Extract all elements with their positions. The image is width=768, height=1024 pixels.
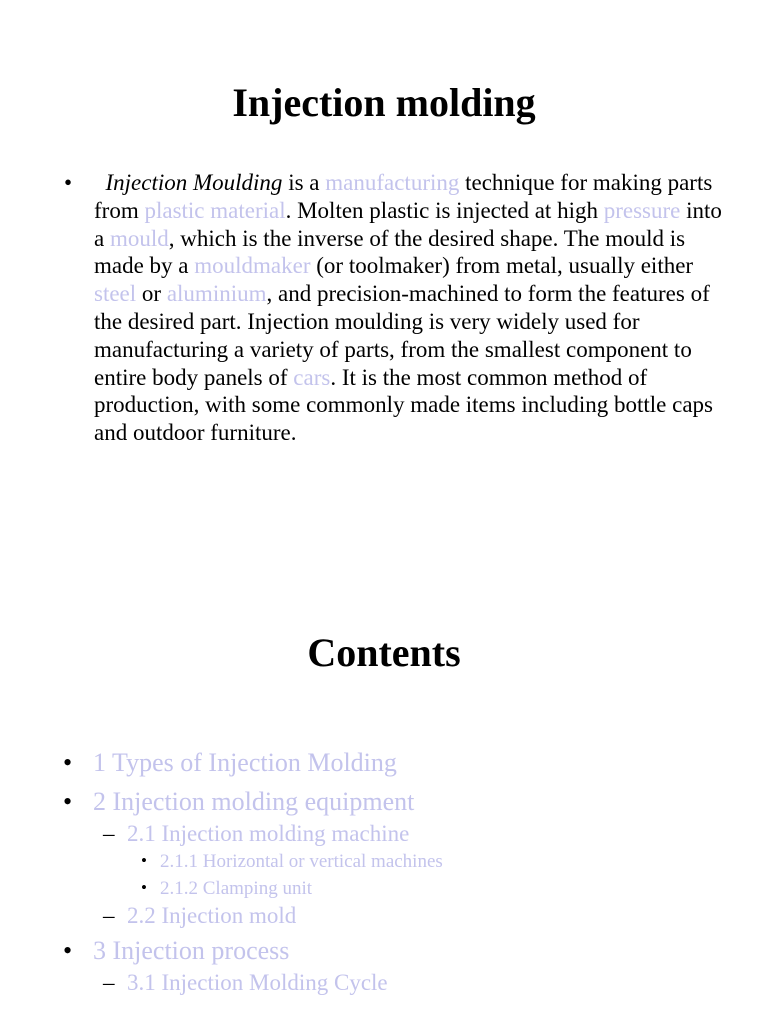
toc-marker: • <box>141 878 147 897</box>
toc-marker: • <box>63 936 73 965</box>
bullet-marker: • <box>64 170 73 195</box>
toc-link[interactable]: 2.1 Injection molding machine <box>127 821 410 846</box>
paragraph-text: is a <box>282 170 326 195</box>
link-mouldmaker[interactable]: mouldmaker <box>194 253 311 279</box>
toc-item[interactable] <box>0 877 768 905</box>
paragraph-text: . Molten plastic is injected at high <box>285 197 604 223</box>
toc-item[interactable] <box>0 969 768 1000</box>
toc-link[interactable]: 3.1 Injection Molding Cycle <box>127 970 388 995</box>
slide-title-contents: Contents <box>307 630 461 675</box>
toc-item[interactable] <box>0 820 768 851</box>
toc-marker: • <box>63 787 73 816</box>
paragraph-text: or <box>136 281 167 307</box>
toc-item[interactable] <box>0 745 768 784</box>
intro-paragraph <box>94 169 724 447</box>
link-manufacturing[interactable]: manufacturing <box>325 170 460 195</box>
toc-item[interactable] <box>0 850 768 878</box>
link-mould[interactable]: mould <box>109 225 169 251</box>
toc-marker: – <box>103 821 115 846</box>
toc-marker: – <box>103 903 115 928</box>
intro-bullet-item <box>64 169 724 447</box>
toc-link[interactable]: 2 Injection molding equipment <box>93 787 415 816</box>
toc-item[interactable] <box>0 784 768 823</box>
toc-marker: • <box>141 851 147 870</box>
toc-marker: • <box>63 748 73 777</box>
toc-link[interactable]: 1 Types of Injection Molding <box>93 748 397 777</box>
paragraph-text: , and precision-machined to form the features of the desired part. Injection moulding is very widely used for manufacturing a variety of parts, from the smallest component to entire body panels of <box>94 281 710 390</box>
toc-marker: – <box>103 970 115 995</box>
slide-title-injection-molding: Injection molding <box>232 80 536 125</box>
paragraph-text: . It is the most common method of production, with some commonly made items including bottle caps and outdoor furniture. <box>94 364 713 446</box>
paragraph-text: into a <box>94 197 722 251</box>
link-pressure[interactable]: pressure <box>603 197 681 223</box>
toc-link[interactable]: 2.2 Injection mold <box>127 903 297 928</box>
toc-item[interactable] <box>0 933 768 972</box>
term-injection-moulding: Injection Moulding <box>105 170 283 195</box>
link-cars[interactable]: cars <box>293 364 331 390</box>
toc-link[interactable]: 3 Injection process <box>93 936 290 965</box>
toc-link[interactable]: 2.1.1 Horizontal or vertical machines <box>160 851 443 872</box>
link-steel[interactable]: steel <box>94 281 137 307</box>
link-plastic-material[interactable]: plastic material <box>144 197 286 223</box>
paragraph-text: (or toolmaker) from metal, usually either <box>310 253 694 279</box>
table-of-contents <box>0 745 768 1000</box>
toc-item[interactable] <box>0 902 768 933</box>
paragraph-text: technique for making parts from <box>94 170 713 223</box>
toc-link[interactable]: 2.1.2 Clamping unit <box>160 878 312 899</box>
paragraph-text: , which is the inverse of the desired shape. The mould is made by a <box>94 225 686 279</box>
link-aluminium[interactable]: aluminium <box>166 281 267 307</box>
